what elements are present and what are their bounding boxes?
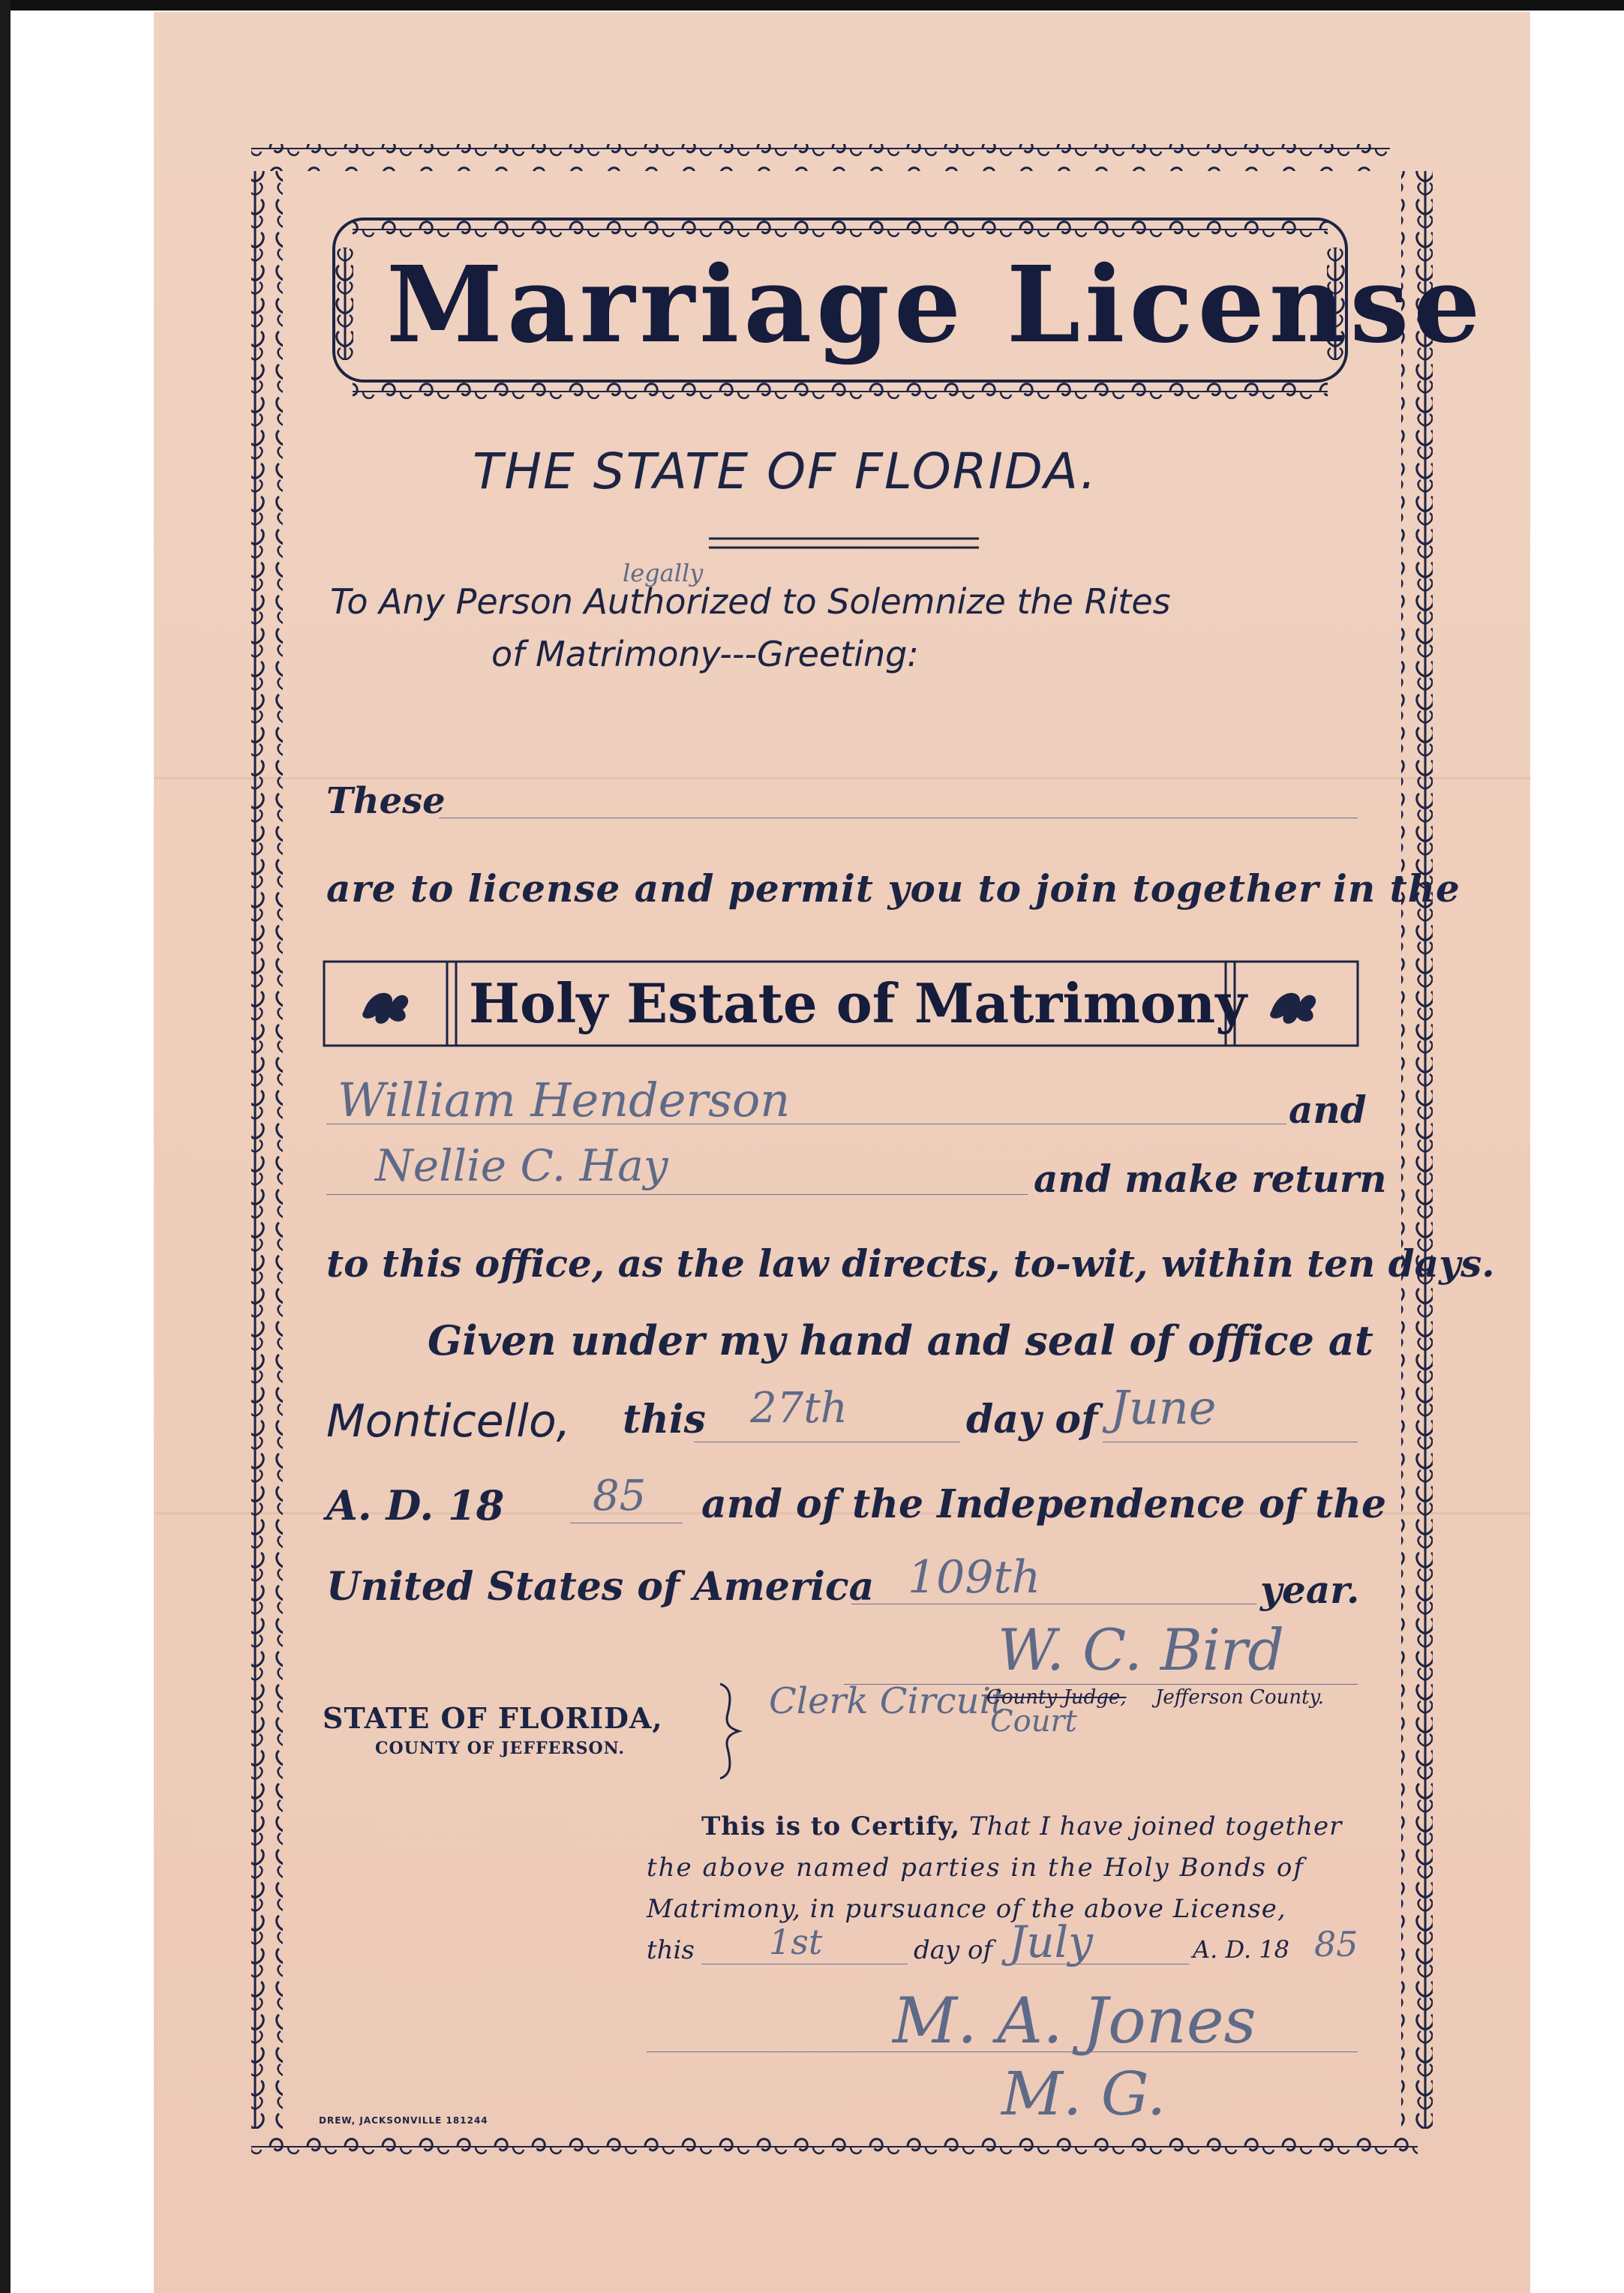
holy-estate-title: Holy Estate of Matrimony (469, 971, 1247, 1035)
state-heading: THE STATE OF FLORIDA. (473, 443, 1098, 500)
fleuron-icon (1270, 993, 1316, 1024)
clerk-signature: W. C. Bird (998, 1616, 1285, 1683)
day-of-label: day of (966, 1397, 1098, 1442)
issue-day: 27th (750, 1384, 848, 1433)
clerk-court-handwritten: Court (990, 1704, 1077, 1739)
state-block-line-2: COUNTY OF JEFFERSON. (375, 1739, 626, 1758)
usa-label: United States of America (326, 1564, 875, 1610)
cert-day: 1st (769, 1922, 823, 1962)
cert-ad-label: A. D. 18 (1193, 1935, 1290, 1964)
clerk-title-handwritten: Clerk Circuit (769, 1680, 1006, 1722)
place-name: Monticello, (326, 1395, 571, 1448)
independence-year: 109th (908, 1551, 1041, 1604)
minister-signature: M. A. Jones (893, 1984, 1256, 2057)
certify-this-label: this (647, 1935, 695, 1965)
certify-text-3: Matrimony, in pursuance of the above License, (647, 1894, 1286, 1924)
license-title: Marriage License (386, 244, 1485, 367)
address-part-b: Authorized to Solemnize the Rites (584, 581, 1171, 622)
certify-line-1 (701, 1811, 1342, 1841)
address-part-a: To Any Person (330, 581, 573, 622)
these-label: These (326, 780, 446, 822)
minister-signature-line (647, 2051, 1358, 2052)
minister-title: M. G. (1001, 2059, 1166, 2129)
cert-year: 85 (1314, 1924, 1358, 1964)
state-block-line-1: STATE OF FLORIDA, (323, 1701, 663, 1735)
certify-text-1: That I have joined together (969, 1811, 1343, 1841)
address-line-1 (330, 581, 1171, 622)
bride-name: Nellie C. Hay (375, 1140, 668, 1191)
certify-text-2: the above named parties in the Holy Bonds of (647, 1853, 1304, 1883)
issue-month: June (1110, 1380, 1217, 1435)
given-text: Given under my hand and seal of office at (428, 1316, 1373, 1364)
bride-line (326, 1194, 1028, 1195)
license-text: are to license and permit you to join together in the (326, 866, 1460, 911)
ad-label: A. D. 18 (326, 1481, 505, 1529)
legally-insert: legally (623, 559, 704, 587)
independence-text: and of the Independence of the (701, 1481, 1387, 1527)
make-return-label: and make return (1034, 1157, 1387, 1201)
fleuron-icon (362, 993, 408, 1024)
cert-day-of-label: day of (914, 1935, 993, 1965)
this-label: this (623, 1397, 706, 1442)
issue-year: 85 (593, 1472, 647, 1520)
year-label: year. (1260, 1568, 1360, 1612)
clerk-title-printed: County Judge, (986, 1686, 1127, 1709)
cert-month: July (1009, 1916, 1093, 1967)
groom-name: William Henderson (338, 1073, 791, 1127)
printer-imprint: DREW, JACKSONVILLE 181244 (319, 2115, 488, 2126)
certify-lead: This is to Certify, (701, 1811, 961, 1841)
and-label: and (1289, 1088, 1367, 1132)
jurisdiction-label: Jefferson County. (1155, 1686, 1325, 1709)
address-line-2: of Matrimony---Greeting: (491, 634, 919, 674)
office-text: to this office, as the law directs, to-wit, within ten days. (326, 1241, 1495, 1286)
